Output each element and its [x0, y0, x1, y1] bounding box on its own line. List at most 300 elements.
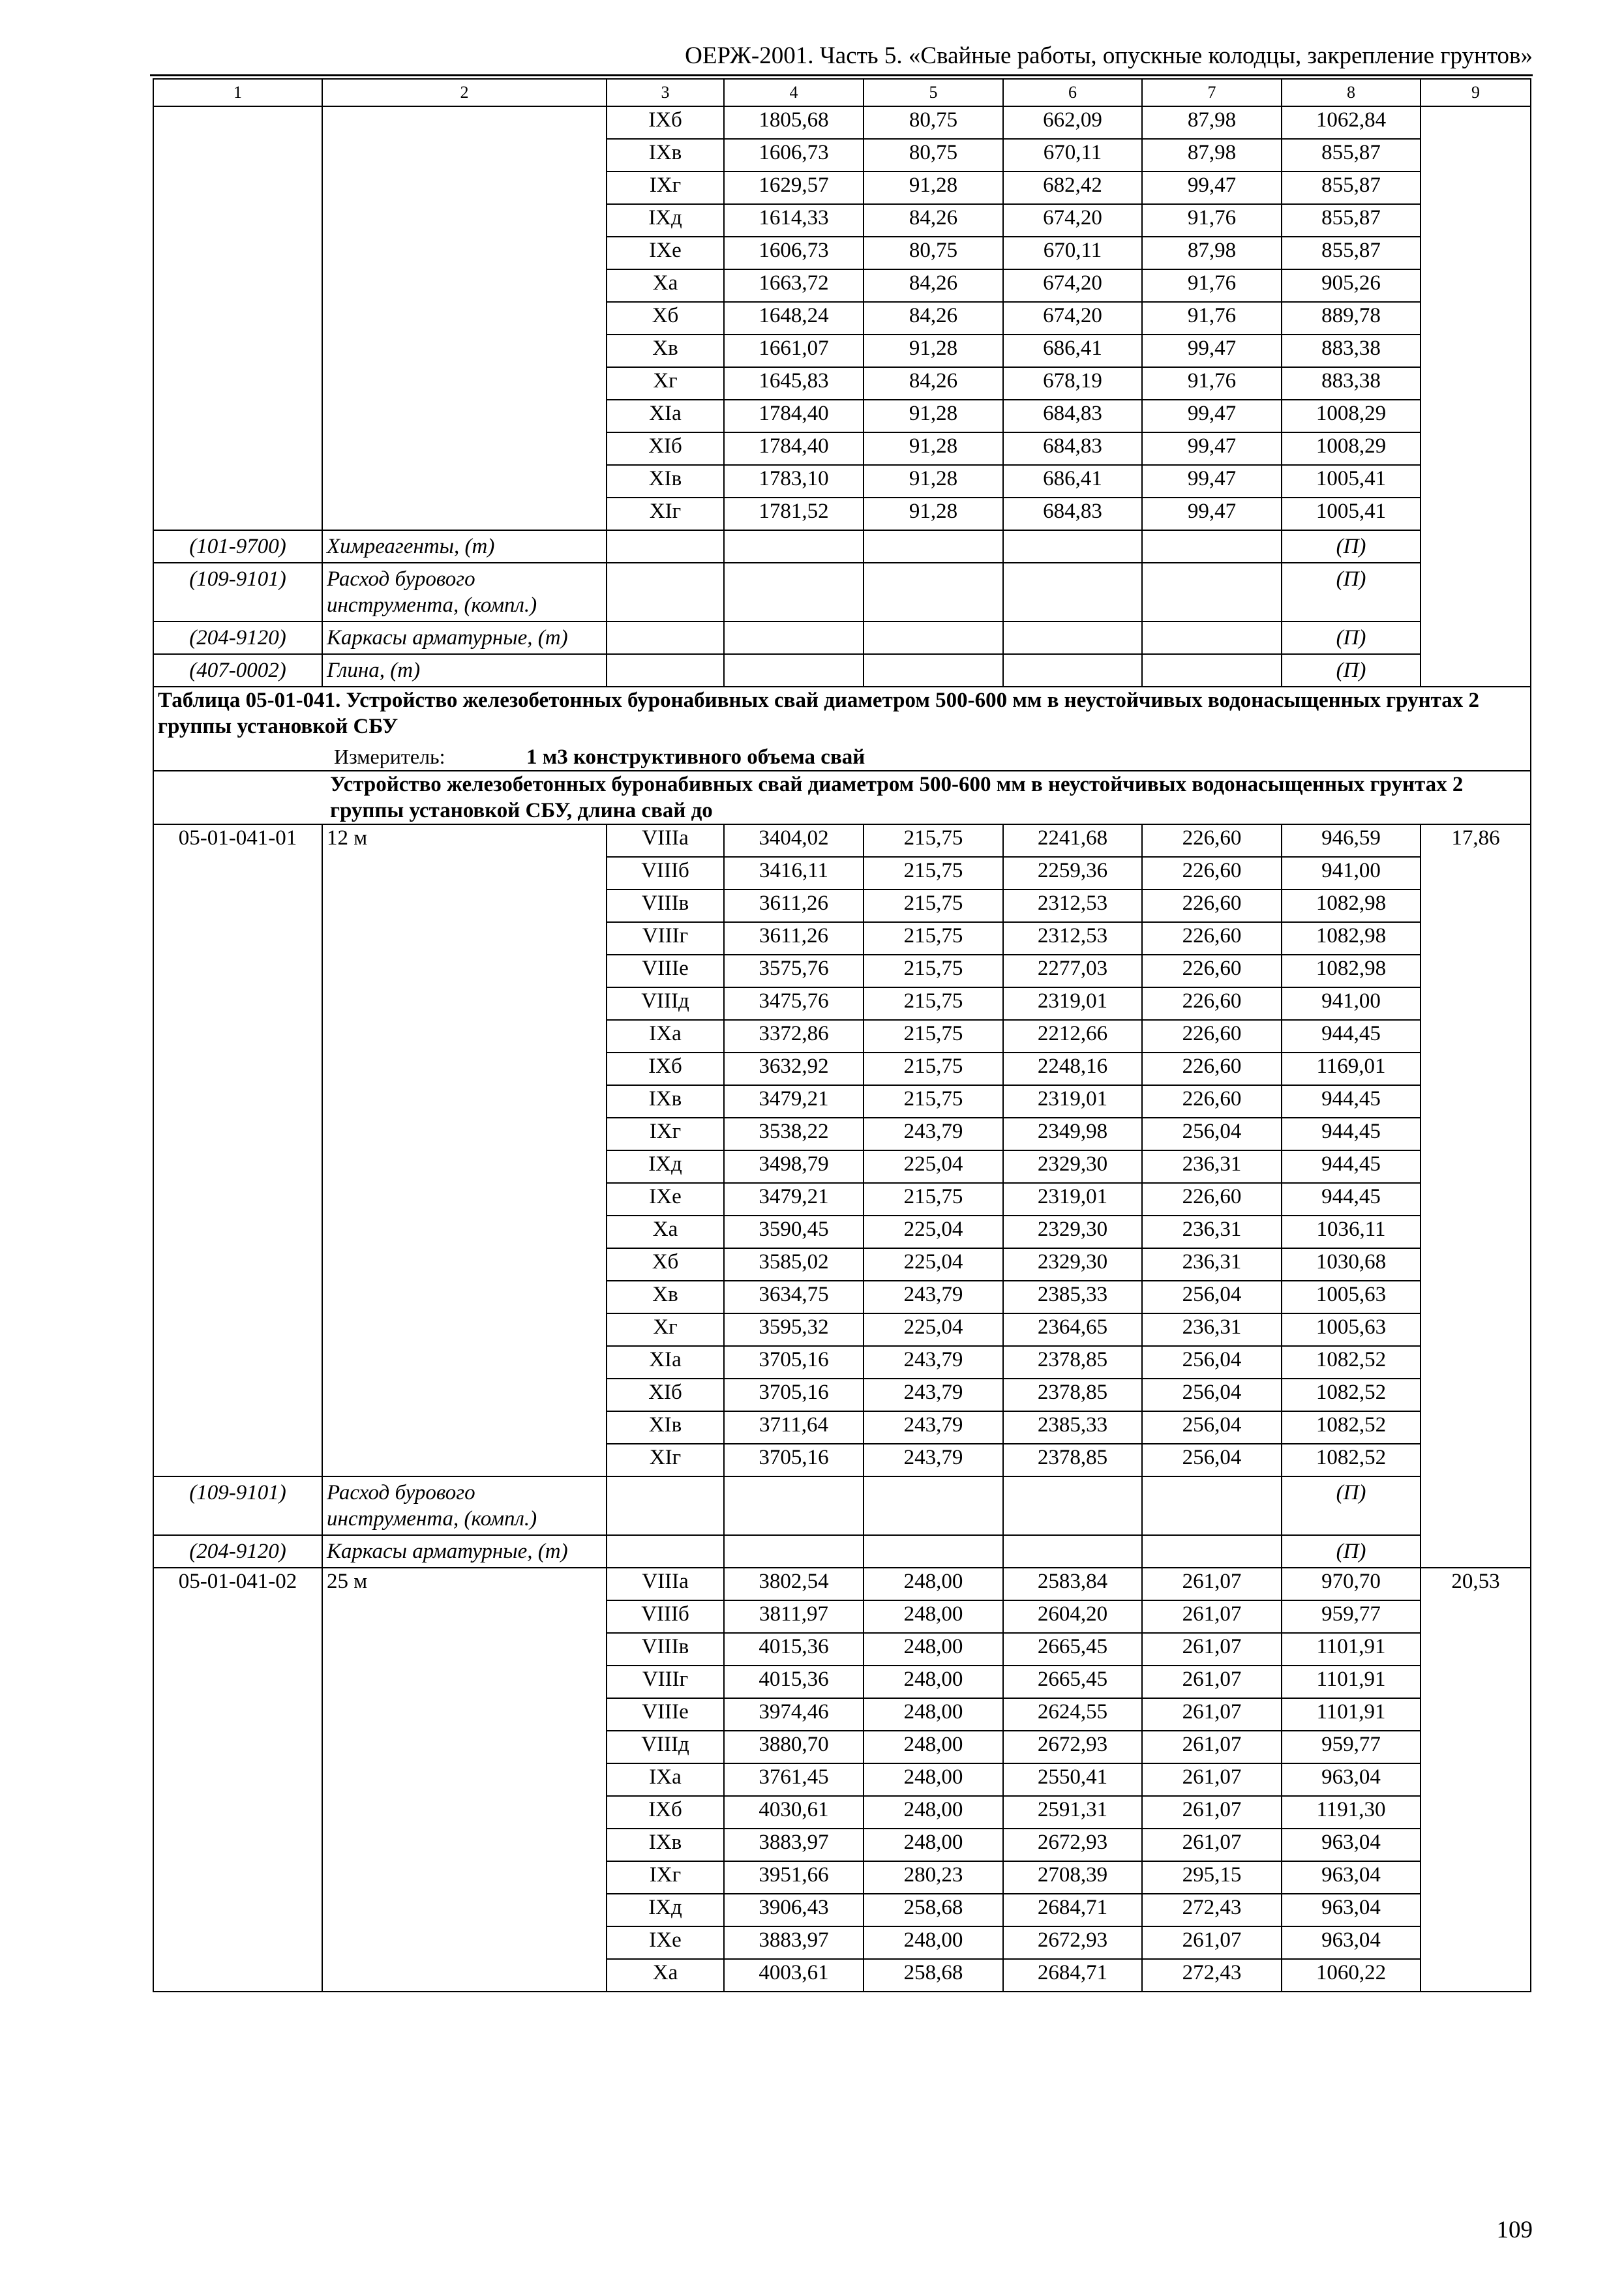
- rate-name: 12 м: [322, 824, 607, 1476]
- column-number: 6: [1003, 79, 1142, 106]
- zone-cell: IXг: [607, 1861, 724, 1894]
- column-number: 4: [724, 79, 864, 106]
- value-cell: 225,04: [864, 1248, 1003, 1281]
- value-cell: 3475,76: [724, 987, 864, 1020]
- value-cell: 261,07: [1142, 1796, 1282, 1829]
- zone-cell: Xа: [607, 269, 724, 302]
- value-cell: 236,31: [1142, 1150, 1282, 1183]
- empty-cell: [1142, 621, 1282, 654]
- value-cell: 963,04: [1282, 1861, 1421, 1894]
- zone-cell: VIIIг: [607, 922, 724, 955]
- zone-cell: VIIIб: [607, 1600, 724, 1633]
- empty-cell: [1003, 621, 1142, 654]
- value-cell: 3951,66: [724, 1861, 864, 1894]
- value-cell: 2672,93: [1003, 1731, 1142, 1763]
- value-cell: 4015,36: [724, 1666, 864, 1698]
- zone-cell: IXб: [607, 1796, 724, 1829]
- zone-cell: XIб: [607, 1379, 724, 1411]
- zone-cell: IXа: [607, 1020, 724, 1053]
- empty-cell: [607, 621, 724, 654]
- value-cell: 1805,68: [724, 106, 864, 139]
- value-cell: 3883,97: [724, 1926, 864, 1959]
- value-cell: 670,11: [1003, 139, 1142, 172]
- value-cell: 855,87: [1282, 139, 1421, 172]
- value-cell: 248,00: [864, 1600, 1003, 1633]
- value-cell: 243,79: [864, 1444, 1003, 1476]
- rates-table: [153, 78, 1531, 1992]
- value-cell: 3705,16: [724, 1444, 864, 1476]
- value-cell: 3416,11: [724, 857, 864, 890]
- zone-cell: Xб: [607, 1248, 724, 1281]
- value-cell: 80,75: [864, 106, 1003, 139]
- value-cell: 1648,24: [724, 302, 864, 335]
- value-cell: 2312,53: [1003, 890, 1142, 922]
- value-cell: 3974,46: [724, 1698, 864, 1731]
- value-cell: 3761,45: [724, 1763, 864, 1796]
- resource-name: Глина, (т): [322, 654, 607, 687]
- zone-cell: VIIIв: [607, 890, 724, 922]
- empty-cell: [607, 1535, 724, 1568]
- value-cell: 256,04: [1142, 1346, 1282, 1379]
- value-cell: 84,26: [864, 269, 1003, 302]
- value-cell: 248,00: [864, 1796, 1003, 1829]
- value-cell: 295,15: [1142, 1861, 1282, 1894]
- value-cell: 261,07: [1142, 1763, 1282, 1796]
- column-numbers-row: [153, 79, 1531, 106]
- value-cell: 855,87: [1282, 172, 1421, 204]
- value-cell: 670,11: [1003, 237, 1142, 269]
- resource-mark: (П): [1282, 654, 1421, 687]
- resource-code: (101-9700): [153, 530, 322, 563]
- resource-row: [153, 1476, 1531, 1535]
- value-cell: 3595,32: [724, 1313, 864, 1346]
- value-cell: 2241,68: [1003, 824, 1142, 857]
- value-cell: 883,38: [1282, 367, 1421, 400]
- value-cell: 3479,21: [724, 1085, 864, 1118]
- zone-cell: VIIIд: [607, 1731, 724, 1763]
- value-cell: 4030,61: [724, 1796, 864, 1829]
- value-cell: 2319,01: [1003, 1085, 1142, 1118]
- value-cell: 3575,76: [724, 955, 864, 987]
- value-cell: 226,60: [1142, 857, 1282, 890]
- value-cell: 4003,61: [724, 1959, 864, 1992]
- zone-cell: Xб: [607, 302, 724, 335]
- zone-cell: VIIIд: [607, 987, 724, 1020]
- zone-cell: IXе: [607, 237, 724, 269]
- column-number: 8: [1282, 79, 1421, 106]
- value-cell: 215,75: [864, 890, 1003, 922]
- value-cell: 215,75: [864, 922, 1003, 955]
- value-cell: 941,00: [1282, 987, 1421, 1020]
- value-cell: 2550,41: [1003, 1763, 1142, 1796]
- value-cell: 674,20: [1003, 204, 1142, 237]
- value-cell: 99,47: [1142, 432, 1282, 465]
- empty-cell: [1142, 1535, 1282, 1568]
- value-cell: 1005,63: [1282, 1281, 1421, 1313]
- value-cell: 944,45: [1282, 1183, 1421, 1216]
- empty-cell: [864, 530, 1003, 563]
- empty-cell: [864, 563, 1003, 621]
- value-cell: 226,60: [1142, 1183, 1282, 1216]
- table-row: [153, 106, 1531, 139]
- value-cell: 2329,30: [1003, 1248, 1142, 1281]
- subheading: Устройство железобетонных буронабивных свай диаметром 500-600 мм в неустойчивых водонасыщенных грунтах 2 группы установкой СБУ, длина свай до: [153, 771, 1531, 824]
- empty-cell: [1142, 530, 1282, 563]
- value-cell: 91,28: [864, 335, 1003, 367]
- empty-cell: [607, 1476, 724, 1535]
- value-cell: 236,31: [1142, 1313, 1282, 1346]
- value-cell: 248,00: [864, 1763, 1003, 1796]
- value-cell: 3906,43: [724, 1894, 864, 1926]
- value-cell: 944,45: [1282, 1150, 1421, 1183]
- value-cell: 243,79: [864, 1281, 1003, 1313]
- empty-cell: [864, 1535, 1003, 1568]
- value-cell: 261,07: [1142, 1666, 1282, 1698]
- value-cell: 226,60: [1142, 922, 1282, 955]
- resource-code: (204-9120): [153, 621, 322, 654]
- header-rule: [150, 74, 1533, 76]
- value-cell: 3634,75: [724, 1281, 864, 1313]
- value-cell: 2248,16: [1003, 1053, 1142, 1085]
- value-cell: 215,75: [864, 1053, 1003, 1085]
- resource-code: (109-9101): [153, 1476, 322, 1535]
- value-cell: 3372,86: [724, 1020, 864, 1053]
- zone-cell: IXд: [607, 1150, 724, 1183]
- zone-cell: IXб: [607, 106, 724, 139]
- value-cell: 889,78: [1282, 302, 1421, 335]
- value-cell: 2672,93: [1003, 1829, 1142, 1861]
- value-cell: 2349,98: [1003, 1118, 1142, 1150]
- empty-cell: [724, 621, 864, 654]
- value-cell: 91,76: [1142, 204, 1282, 237]
- zone-cell: VIIIв: [607, 1633, 724, 1666]
- zone-cell: IXв: [607, 1085, 724, 1118]
- value-cell: 3632,92: [724, 1053, 864, 1085]
- resource-row: [153, 621, 1531, 654]
- zone-cell: IXб: [607, 1053, 724, 1085]
- zone-cell: VIIIа: [607, 1568, 724, 1600]
- value-cell: 261,07: [1142, 1633, 1282, 1666]
- column-number: 5: [864, 79, 1003, 106]
- page-number: 109: [1496, 2217, 1533, 2243]
- empty-cell: [1003, 563, 1142, 621]
- table-title: Таблица 05-01-041. Устройство железобетонных буронабивных свай диаметром 500-600 мм в неустойчивых водонасыщенных грунтах 2 группы установкой СБУ: [158, 689, 1479, 738]
- value-cell: 662,09: [1003, 106, 1142, 139]
- value-cell: 248,00: [864, 1633, 1003, 1666]
- zone-cell: XIв: [607, 465, 724, 498]
- value-cell: 4015,36: [724, 1633, 864, 1666]
- value-cell: 258,68: [864, 1894, 1003, 1926]
- value-cell: 682,42: [1003, 172, 1142, 204]
- value-cell: 261,07: [1142, 1926, 1282, 1959]
- value-cell: 944,45: [1282, 1118, 1421, 1150]
- value-cell: 944,45: [1282, 1020, 1421, 1053]
- value-cell: 1030,68: [1282, 1248, 1421, 1281]
- zone-cell: IXд: [607, 1894, 724, 1926]
- name-cell-blank: [322, 106, 607, 530]
- value-cell: 1008,29: [1282, 400, 1421, 432]
- empty-cell: [1003, 1476, 1142, 1535]
- value-cell: 91,28: [864, 498, 1003, 530]
- value-cell: 261,07: [1142, 1829, 1282, 1861]
- value-cell: 84,26: [864, 302, 1003, 335]
- value-cell: 3705,16: [724, 1346, 864, 1379]
- zone-cell: Xг: [607, 1313, 724, 1346]
- value-cell: 226,60: [1142, 1085, 1282, 1118]
- value-cell: 256,04: [1142, 1444, 1282, 1476]
- value-cell: 1606,73: [724, 139, 864, 172]
- resource-row: [153, 563, 1531, 621]
- value-cell: 272,43: [1142, 1959, 1282, 1992]
- column-number: 2: [322, 79, 607, 106]
- measure-value: 1 м3 конструктивного объема свай: [526, 745, 865, 769]
- zone-cell: IXг: [607, 172, 724, 204]
- col9-cell-blank: [1421, 106, 1531, 687]
- empty-cell: [1003, 530, 1142, 563]
- value-cell: 99,47: [1142, 400, 1282, 432]
- value-cell: 1169,01: [1282, 1053, 1421, 1085]
- value-cell: 80,75: [864, 237, 1003, 269]
- value-cell: 674,20: [1003, 302, 1142, 335]
- value-cell: 1614,33: [724, 204, 864, 237]
- value-cell: 2329,30: [1003, 1216, 1142, 1248]
- subheading-row: [153, 771, 1531, 824]
- zone-cell: IXв: [607, 139, 724, 172]
- zone-cell: Xв: [607, 335, 724, 367]
- column-number: 7: [1142, 79, 1282, 106]
- zone-cell: XIа: [607, 400, 724, 432]
- zone-cell: XIа: [607, 1346, 724, 1379]
- table-row: [153, 1568, 1531, 1600]
- value-cell: 944,45: [1282, 1085, 1421, 1118]
- table-title-row: [153, 687, 1531, 771]
- value-cell: 2259,36: [1003, 857, 1142, 890]
- value-cell: 1082,52: [1282, 1346, 1421, 1379]
- rate-name: 25 м: [322, 1568, 607, 1992]
- value-cell: 2665,45: [1003, 1633, 1142, 1666]
- value-cell: 243,79: [864, 1379, 1003, 1411]
- value-cell: 80,75: [864, 139, 1003, 172]
- value-cell: 1082,98: [1282, 922, 1421, 955]
- value-cell: 684,83: [1003, 432, 1142, 465]
- resource-row: [153, 654, 1531, 687]
- value-cell: 2378,85: [1003, 1379, 1142, 1411]
- zone-cell: IXа: [607, 1763, 724, 1796]
- value-cell: 261,07: [1142, 1698, 1282, 1731]
- value-cell: 1062,84: [1282, 106, 1421, 139]
- value-cell: 2385,33: [1003, 1281, 1142, 1313]
- empty-cell: [607, 530, 724, 563]
- rate-code: 05-01-041-01: [153, 824, 322, 1476]
- value-cell: 215,75: [864, 857, 1003, 890]
- value-cell: 226,60: [1142, 1053, 1282, 1085]
- empty-cell: [1003, 1535, 1142, 1568]
- empty-cell: [864, 621, 1003, 654]
- value-cell: 256,04: [1142, 1379, 1282, 1411]
- value-cell: 84,26: [864, 367, 1003, 400]
- value-cell: 963,04: [1282, 1894, 1421, 1926]
- value-cell: 261,07: [1142, 1600, 1282, 1633]
- value-cell: 1005,41: [1282, 498, 1421, 530]
- value-cell: 215,75: [864, 1183, 1003, 1216]
- value-cell: 225,04: [864, 1150, 1003, 1183]
- value-cell: 684,83: [1003, 400, 1142, 432]
- zone-cell: VIIIа: [607, 824, 724, 857]
- value-cell: 2212,66: [1003, 1020, 1142, 1053]
- resource-row: [153, 1535, 1531, 1568]
- value-cell: 215,75: [864, 1020, 1003, 1053]
- value-cell: 678,19: [1003, 367, 1142, 400]
- zone-cell: VIIIб: [607, 857, 724, 890]
- value-cell: 3590,45: [724, 1216, 864, 1248]
- zone-cell: VIIIг: [607, 1666, 724, 1698]
- value-cell: 258,68: [864, 1959, 1003, 1992]
- value-cell: 3811,97: [724, 1600, 864, 1633]
- empty-cell: [1142, 1476, 1282, 1535]
- value-cell: 3585,02: [724, 1248, 864, 1281]
- resource-code: (109-9101): [153, 563, 322, 621]
- value-cell: 941,00: [1282, 857, 1421, 890]
- value-cell: 3611,26: [724, 922, 864, 955]
- value-cell: 3611,26: [724, 890, 864, 922]
- value-cell: 2312,53: [1003, 922, 1142, 955]
- zone-cell: Xа: [607, 1959, 724, 1992]
- value-cell: 226,60: [1142, 824, 1282, 857]
- resource-name: Химреагенты, (т): [322, 530, 607, 563]
- value-cell: 91,76: [1142, 302, 1282, 335]
- value-cell: 243,79: [864, 1411, 1003, 1444]
- value-cell: 2329,30: [1003, 1150, 1142, 1183]
- value-cell: 1060,22: [1282, 1959, 1421, 1992]
- resource-code: (407-0002): [153, 654, 322, 687]
- value-cell: 1082,98: [1282, 955, 1421, 987]
- value-cell: 684,83: [1003, 498, 1142, 530]
- zone-cell: IXд: [607, 204, 724, 237]
- value-cell: 226,60: [1142, 955, 1282, 987]
- resource-name: Каркасы арматурные, (т): [322, 1535, 607, 1568]
- value-cell: 1606,73: [724, 237, 864, 269]
- value-cell: 91,28: [864, 432, 1003, 465]
- resource-name: Расход бурового инструмента, (компл.): [322, 1476, 607, 1535]
- value-cell: 248,00: [864, 1666, 1003, 1698]
- value-cell: 3711,64: [724, 1411, 864, 1444]
- zone-cell: Xа: [607, 1216, 724, 1248]
- value-cell: 1005,41: [1282, 465, 1421, 498]
- zone-cell: XIб: [607, 432, 724, 465]
- value-cell: 905,26: [1282, 269, 1421, 302]
- value-cell: 280,23: [864, 1861, 1003, 1894]
- value-cell: 226,60: [1142, 987, 1282, 1020]
- value-cell: 87,98: [1142, 237, 1282, 269]
- value-cell: 2665,45: [1003, 1666, 1142, 1698]
- empty-cell: [607, 563, 724, 621]
- value-cell: 855,87: [1282, 237, 1421, 269]
- code-cell-blank: [153, 106, 322, 530]
- value-cell: 248,00: [864, 1731, 1003, 1763]
- value-cell: 225,04: [864, 1216, 1003, 1248]
- resource-mark: (П): [1282, 1476, 1421, 1535]
- value-cell: 1082,98: [1282, 890, 1421, 922]
- value-cell: 1008,29: [1282, 432, 1421, 465]
- value-cell: 1036,11: [1282, 1216, 1421, 1248]
- measure-line: [158, 743, 1526, 770]
- value-cell: 2624,55: [1003, 1698, 1142, 1731]
- value-cell: 2583,84: [1003, 1568, 1142, 1600]
- zone-cell: VIIIе: [607, 1698, 724, 1731]
- value-cell: 1082,52: [1282, 1379, 1421, 1411]
- value-cell: 3705,16: [724, 1379, 864, 1411]
- value-cell: 91,76: [1142, 367, 1282, 400]
- value-cell: 1783,10: [724, 465, 864, 498]
- zone-cell: XIг: [607, 498, 724, 530]
- value-cell: 1645,83: [724, 367, 864, 400]
- zone-cell: XIв: [607, 1411, 724, 1444]
- value-cell: 1661,07: [724, 335, 864, 367]
- zone-cell: IXе: [607, 1183, 724, 1216]
- value-cell: 91,28: [864, 172, 1003, 204]
- value-cell: 2364,65: [1003, 1313, 1142, 1346]
- value-cell: 256,04: [1142, 1118, 1282, 1150]
- zone-cell: VIIIе: [607, 955, 724, 987]
- value-cell: 248,00: [864, 1926, 1003, 1959]
- value-cell: 1781,52: [724, 498, 864, 530]
- value-cell: 2319,01: [1003, 987, 1142, 1020]
- value-cell: 225,04: [864, 1313, 1003, 1346]
- value-cell: 2319,01: [1003, 1183, 1142, 1216]
- value-cell: 261,07: [1142, 1568, 1282, 1600]
- value-cell: 1082,52: [1282, 1444, 1421, 1476]
- value-cell: 959,77: [1282, 1731, 1421, 1763]
- zone-cell: Xв: [607, 1281, 724, 1313]
- value-cell: 1784,40: [724, 400, 864, 432]
- value-cell: 3538,22: [724, 1118, 864, 1150]
- value-cell: 91,76: [1142, 269, 1282, 302]
- resource-mark: (П): [1282, 621, 1421, 654]
- value-cell: 272,43: [1142, 1894, 1282, 1926]
- empty-cell: [724, 530, 864, 563]
- table-title-block: [153, 687, 1531, 771]
- empty-cell: [724, 1535, 864, 1568]
- value-cell: 2684,71: [1003, 1894, 1142, 1926]
- value-cell: 248,00: [864, 1698, 1003, 1731]
- value-cell: 3404,02: [724, 824, 864, 857]
- value-cell: 91,28: [864, 400, 1003, 432]
- column-number: 9: [1421, 79, 1531, 106]
- zone-cell: IXв: [607, 1829, 724, 1861]
- value-cell: 1101,91: [1282, 1666, 1421, 1698]
- empty-cell: [1142, 654, 1282, 687]
- value-cell: 2385,33: [1003, 1411, 1142, 1444]
- value-cell: 963,04: [1282, 1763, 1421, 1796]
- value-cell: 959,77: [1282, 1600, 1421, 1633]
- resource-code: (204-9120): [153, 1535, 322, 1568]
- value-cell: 2277,03: [1003, 955, 1142, 987]
- value-cell: 84,26: [864, 204, 1003, 237]
- value-cell: 970,70: [1282, 1568, 1421, 1600]
- value-cell: 2672,93: [1003, 1926, 1142, 1959]
- value-cell: 236,31: [1142, 1248, 1282, 1281]
- value-cell: 946,59: [1282, 824, 1421, 857]
- value-cell: 1101,91: [1282, 1698, 1421, 1731]
- value-cell: 248,00: [864, 1568, 1003, 1600]
- value-cell: 87,98: [1142, 106, 1282, 139]
- value-cell: 226,60: [1142, 890, 1282, 922]
- empty-cell: [607, 654, 724, 687]
- value-cell: 2378,85: [1003, 1346, 1142, 1379]
- zone-cell: IXе: [607, 1926, 724, 1959]
- value-cell: 963,04: [1282, 1829, 1421, 1861]
- value-cell: 99,47: [1142, 172, 1282, 204]
